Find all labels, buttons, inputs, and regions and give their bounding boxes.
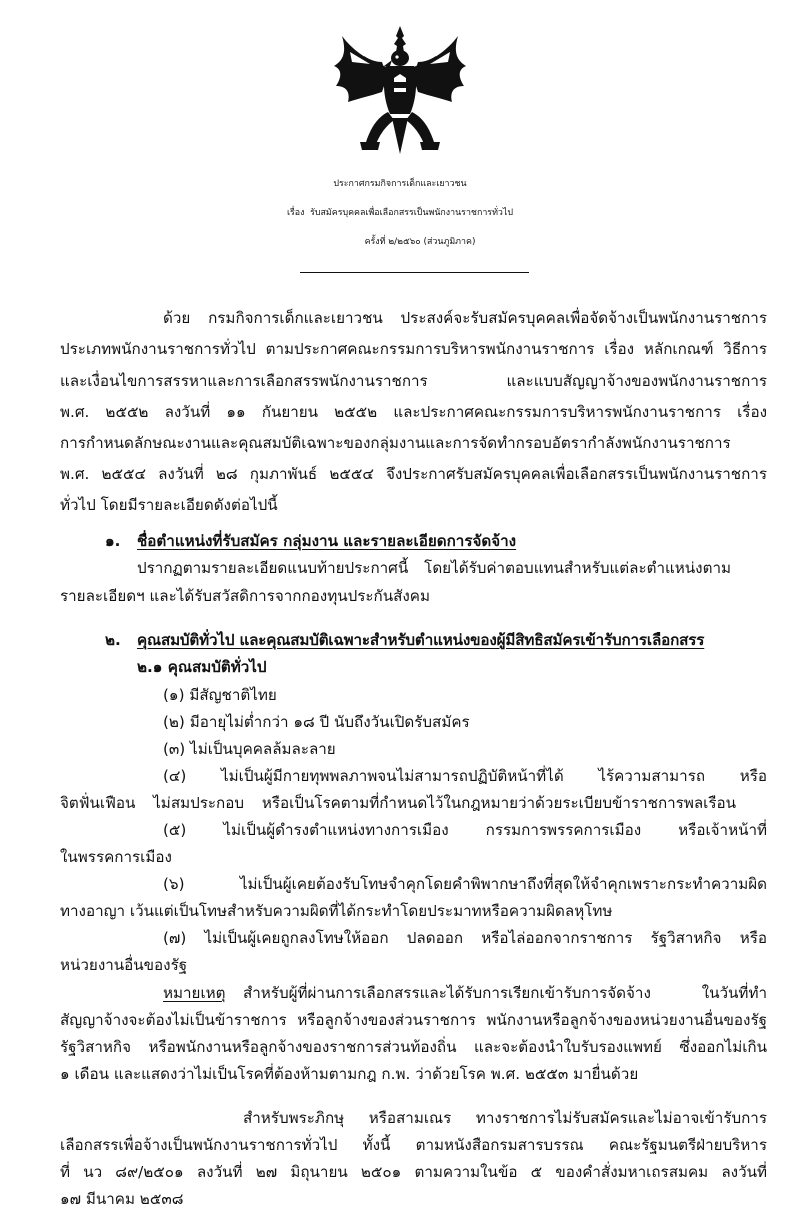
note-label: หมายเหตุ	[163, 984, 226, 1002]
monk-line: ๑๗ มีนาคม ๒๕๓๘	[60, 1190, 184, 1208]
intro-line: พ.ศ. ๒๕๕๒ ลงวันที่ ๑๑ กันยายน ๒๕๕๒ และประกาศคณะกรรมการบริหารพนักงานราชการ เรื่อง	[60, 403, 767, 421]
intro-line: ทั่วไป โดยมีรายละเอียดดังต่อไปนี้	[60, 496, 278, 514]
section-1-line: รายละเอียดฯ และได้รับสวัสดิการจากกองทุนประกันสังคม	[60, 587, 430, 605]
monk-line: สำหรับพระภิกษุ หรือสามเณร ทางราชการไม่รับสมัครและไม่อาจเข้ารับการ	[243, 1109, 767, 1127]
monk-line: ที่ นว ๘๙/๒๕๐๑ ลงวันที่ ๒๗ มิถุนายน ๒๕๐๑ ตามความในข้อ ๕ ของคำสั่งมหาเถรสมคม ลงวันที่	[60, 1163, 767, 1181]
announcement-title: ประกาศกรมกิจการเด็กและเยาวชน	[333, 179, 467, 189]
qualification-item: จิตฟั่นเฟือน ไม่สมประกอบ หรือเป็นโรคตามที่กำหนดไว้ในกฎหมายว่าด้วยระเบียบข้าราชการพลเรือน	[60, 794, 736, 812]
garuda-emblem-icon	[330, 22, 470, 160]
intro-line: พ.ศ. ๒๕๕๔ ลงวันที่ ๒๘ กุมภาพันธ์ ๒๕๕๔ จึงประกาศรับสมัครบุคคลเพื่อเลือกสรรเป็นพนักงานราชการ	[60, 465, 767, 483]
subject-text: รับสมัครบุคคลเพื่อเลือกสรรเป็นพนักงานราชการทั่วไป	[310, 208, 514, 218]
announcement-round: ครั้งที่ ๒/๒๕๖๐ (ส่วนภูมิภาค)	[364, 237, 476, 247]
section-2-heading: คุณสมบัติทั่วไป และคุณสมบัติเฉพาะสำหรับตำแหน่งของผู้มีสิทธิสมัครเข้ารับการเลือกสรร	[137, 631, 705, 649]
monk-line: เลือกสรรเพื่อจ้างเป็นพนักงานราชการทั่วไป ทั้งนี้ ตามหนังสือกรมสารบรรณ คณะรัฐมนตรีฝ่ายบริหาร	[60, 1136, 767, 1154]
qualification-item: หน่วยงานอื่นของรัฐ	[60, 956, 188, 974]
note-line: ๑ เดือน และแสดงว่าไม่เป็นโรคที่ต้องห้ามตามกฎ ก.พ. ว่าด้วยโรค พ.ศ. ๒๕๕๓ มายื่นด้วย	[60, 1065, 639, 1083]
qualification-item: ทางอาญา เว้นแต่เป็นโทษสำหรับความผิดที่ได้กระทำโดยประมาทหรือความผิดลหุโทษ	[60, 902, 613, 920]
note-line: สัญญาจ้างจะต้องไม่เป็นข้าราชการ หรือลูกจ้างของส่วนราชการ พนักงานหรือลูกจ้างของหน่วยงานอื่นของรัฐ	[60, 1011, 767, 1029]
section-1-heading: ชื่อตำแหน่งที่รับสมัคร กลุ่มงาน และรายละเอียดการจัดจ้าง	[137, 532, 517, 550]
intro-line: การกำหนดลักษณะงานและคุณสมบัติเฉพาะของกลุ่มงานและการจัดทำกรอบอัตรากำลังพนักงานราชการ	[60, 434, 731, 452]
announcement-subject	[0, 205, 800, 219]
intro-line: ด้วย กรมกิจการเด็กและเยาวชน ประสงค์จะรับสมัครบุคคลเพื่อจัดจ้างเป็นพนักงานราชการ	[163, 309, 767, 327]
section-1-line: ปรากฏตามรายละเอียดแนบท้ายประกาศนี้ โดยได้รับค่าตอบแทนสำหรับแต่ละตำแหน่งตาม	[137, 559, 731, 577]
qualification-item: (๕) ไม่เป็นผู้ดำรงตำแหน่งทางการเมือง กรรมการพรรคการเมือง หรือเจ้าหน้าที่	[163, 821, 767, 839]
section-2-1-heading: ๒.๑ คุณสมบัติทั่วไป	[137, 658, 267, 676]
qualification-item: (๗) ไม่เป็นผู้เคยถูกลงโทษให้ออก ปลดออก หรือไล่ออกจากราชการ รัฐวิสาหกิจ หรือ	[163, 929, 767, 947]
note-line: รัฐวิสาหกิจ หรือพนักงานหรือลูกจ้างของราชการส่วนท้องถิ่น และจะต้องนำใบรับรองแพทย์ ซึ่งออกไม่เกิน	[60, 1038, 767, 1056]
intro-line: ประเภทพนักงานราชการทั่วไป ตามประกาศคณะกรรมการบริหารพนักงานราชการ เรื่อง หลักเกณฑ์ วิธีการ	[60, 340, 767, 358]
qualification-item: (๑) มีสัญชาติไทย	[163, 686, 277, 704]
section-2-number: ๒.	[105, 631, 121, 649]
qualification-item: (๓) ไม่เป็นบุคคลล้มละลาย	[163, 740, 336, 758]
note-line: สำหรับผู้ที่ผ่านการเลือกสรรและได้รับการเรียกเข้ารับการจัดจ้าง ในวันที่ทำ	[243, 984, 767, 1002]
title-divider	[300, 272, 529, 273]
qualification-item: (๔) ไม่เป็นผู้มีกายทุพพลภาพจนไม่สามารถปฏิบัติหน้าที่ได้ ไร้ความสามารถ หรือ	[163, 767, 767, 785]
qualification-item: (๒) มีอายุไม่ต่ำกว่า ๑๘ ปี นับถึงวันเปิดรับสมัคร	[163, 713, 470, 731]
subject-label: เรื่อง	[286, 208, 305, 218]
qualification-item: (๖) ไม่เป็นผู้เคยต้องรับโทษจำคุกโดยคำพิพากษาถึงที่สุดให้จำคุกเพราะกระทำความผิด	[163, 875, 767, 893]
section-1-number: ๑.	[105, 532, 121, 550]
qualification-item: ในพรรคการเมือง	[60, 848, 172, 866]
intro-line: และเงื่อนไขการสรรหาและการเลือกสรรพนักงานราชการ และแบบสัญญาจ้างของพนักงานราชการ	[60, 372, 767, 390]
